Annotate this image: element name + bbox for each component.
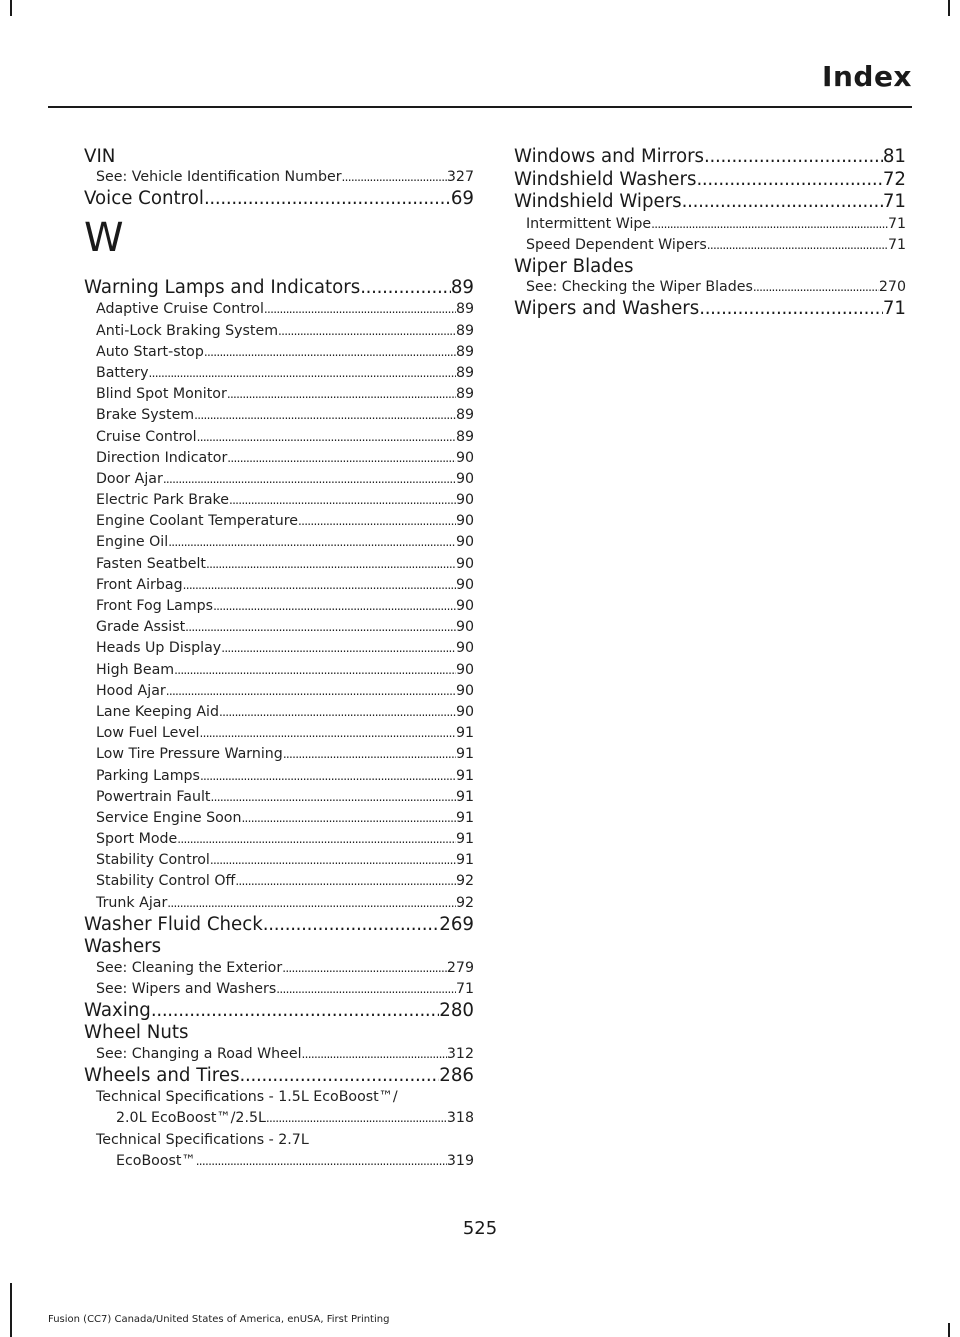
index-entry-waxing[interactable]: Waxing ..... 280: [84, 1000, 474, 1023]
index-subentry[interactable]: Stability Control ..... 91: [84, 850, 474, 871]
index-heading-vin: VIN: [84, 146, 116, 167]
index-subentry[interactable]: Front Airbag ..... 90: [84, 575, 474, 596]
footer-text: Fusion (CC7) Canada/United States of America, enUSA, First Printing: [48, 1314, 390, 1325]
index-subentry[interactable]: See: Changing a Road Wheel ..... 312: [84, 1044, 474, 1065]
index-subentry[interactable]: See: Checking the Wiper Blades ..... 270: [514, 277, 906, 298]
index-heading-wiper-blades: Wiper Blades: [514, 255, 634, 277]
index-subentry[interactable]: Battery ..... 89: [84, 363, 474, 384]
index-subentry[interactable]: Low Fuel Level ..... 91: [84, 723, 474, 744]
index-entry-windshield-washers[interactable]: Windshield Washers ..... 72: [514, 169, 906, 192]
index-entry-wheels-and-tires[interactable]: Wheels and Tires ..... 286: [84, 1065, 474, 1088]
index-subentry[interactable]: Hood Ajar ..... 90: [84, 681, 474, 702]
index-subentry[interactable]: Speed Dependent Wipers ..... 71: [514, 235, 906, 256]
index-entry-voice-control[interactable]: Voice Control ..... 69: [84, 188, 474, 211]
index-subentry[interactable]: Fasten Seatbelt ..... 90: [84, 554, 474, 575]
index-subentry[interactable]: Sport Mode ..... 91: [84, 829, 474, 850]
index-subentry[interactable]: See: Cleaning the Exterior ..... 279: [84, 958, 474, 979]
index-subentry[interactable]: High Beam ..... 90: [84, 660, 474, 681]
index-subentry[interactable]: Trunk Ajar ..... 92: [84, 893, 474, 914]
index-subentry[interactable]: Powertrain Fault ..... 91: [84, 787, 474, 808]
index-subentry[interactable]: Intermittent Wipe ..... 71: [514, 214, 906, 235]
index-heading-wheel-nuts: Wheel Nuts: [84, 1022, 189, 1044]
index-subentry[interactable]: Front Fog Lamps ..... 90: [84, 596, 474, 617]
index-subentry-line: Technical Specifications - 1.5L EcoBoost™/: [96, 1089, 398, 1106]
index-subentry[interactable]: Heads Up Display ..... 90: [84, 638, 474, 659]
crop-mark-top-right: [948, 0, 950, 16]
index-subentry[interactable]: Electric Park Brake ..... 90: [84, 490, 474, 511]
page-title: Index: [822, 60, 912, 93]
index-subentry[interactable]: Engine Coolant Temperature ..... 90: [84, 511, 474, 532]
index-subentry[interactable]: Stability Control Off ..... 92: [84, 871, 474, 892]
page-number: 525: [462, 1218, 498, 1239]
index-heading-washers: Washers: [84, 936, 162, 958]
index-subentry[interactable]: Service Engine Soon ..... 91: [84, 808, 474, 829]
section-letter: W: [84, 214, 124, 261]
index-subentry[interactable]: Auto Start-stop ..... 89: [84, 342, 474, 363]
index-entry-windshield-wipers[interactable]: Windshield Wipers ..... 71: [514, 191, 906, 214]
index-subentry[interactable]: Brake System ..... 89: [84, 405, 474, 426]
index-subentry[interactable]: Parking Lamps ..... 91: [84, 766, 474, 787]
index-subentry[interactable]: Door Ajar ..... 90: [84, 469, 474, 490]
index-subentry-line: Technical Specifications - 2.7L: [96, 1131, 309, 1148]
index-subentry[interactable]: EcoBoost™ ..... 319: [84, 1151, 474, 1172]
crop-mark-bottom-right: [948, 1323, 950, 1337]
index-subentry[interactable]: See: Wipers and Washers ..... 71: [84, 979, 474, 1000]
index-subentry[interactable]: Low Tire Pressure Warning ..... 91: [84, 744, 474, 765]
index-entry-windows-mirrors[interactable]: Windows and Mirrors ..... 81: [514, 146, 906, 169]
index-subentry[interactable]: See: Vehicle Identification Number ..... 327: [84, 167, 474, 188]
index-subentry[interactable]: Blind Spot Monitor ..... 89: [84, 384, 474, 405]
index-entry-warning-lamps[interactable]: Warning Lamps and Indicators ..... 89: [84, 277, 474, 300]
index-subentry[interactable]: Lane Keeping Aid ..... 90: [84, 702, 474, 723]
crop-mark-top-left: [10, 0, 12, 16]
index-entry-wipers-washers[interactable]: Wipers and Washers ..... 71: [514, 298, 906, 321]
index-column-left: [84, 146, 474, 1172]
crop-mark-bottom-left: [10, 1283, 12, 1337]
index-column-right: [514, 146, 906, 321]
index-entry-washer-fluid-check[interactable]: Washer Fluid Check ..... 269: [84, 914, 474, 937]
index-subentry[interactable]: 2.0L EcoBoost™/2.5L ..... 318: [84, 1108, 474, 1129]
header-rule: [48, 106, 912, 108]
index-subentry[interactable]: Grade Assist ..... 90: [84, 617, 474, 638]
index-subentry[interactable]: Anti-Lock Braking System ..... 89: [84, 321, 474, 342]
index-subentry[interactable]: Cruise Control ..... 89: [84, 427, 474, 448]
index-subentry[interactable]: Direction Indicator ..... 90: [84, 448, 474, 469]
index-subentry[interactable]: Engine Oil ..... 90: [84, 532, 474, 553]
index-subentry[interactable]: Adaptive Cruise Control ..... 89: [84, 299, 474, 320]
warning-lamps-list: [84, 299, 474, 913]
